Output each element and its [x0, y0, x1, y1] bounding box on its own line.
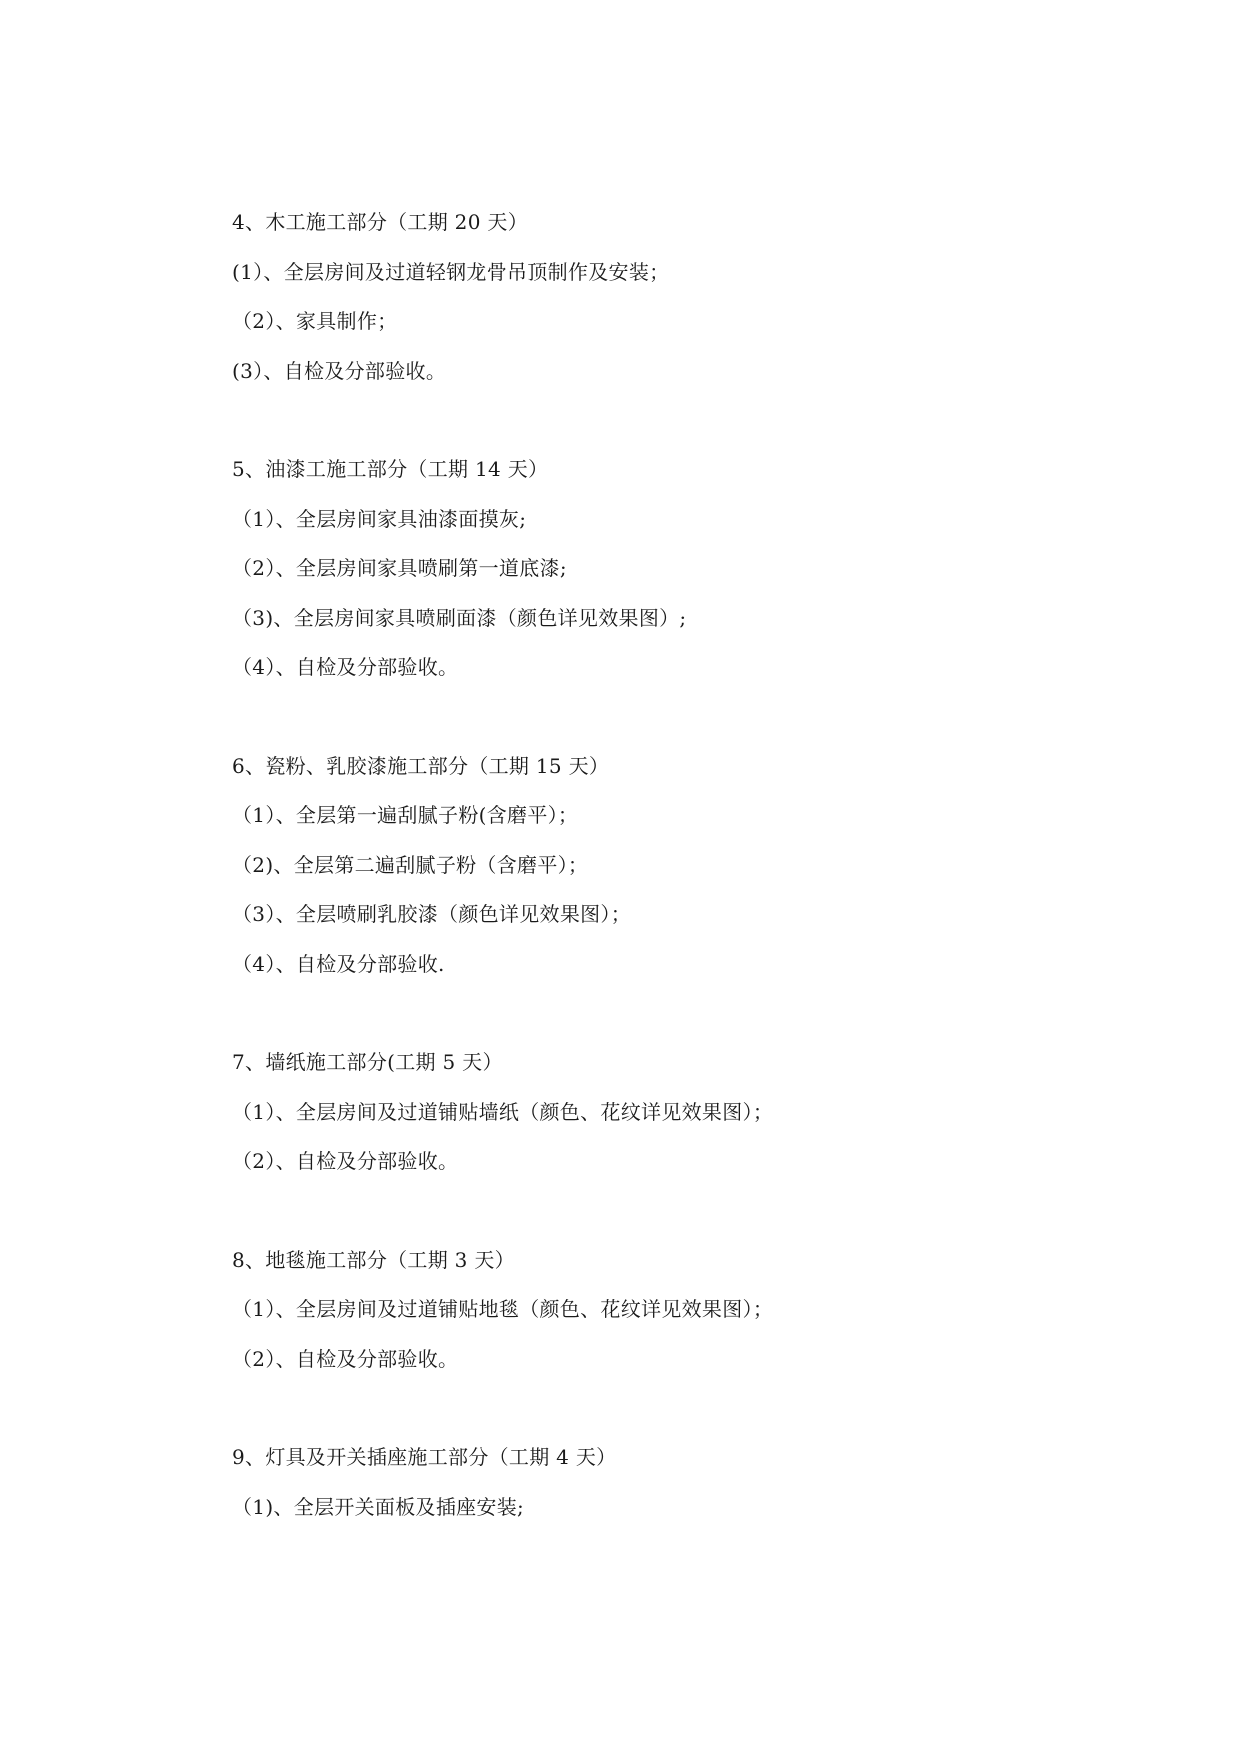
section-heading: 9、灯具及开关插座施工部分（工期 4 天）	[232, 1445, 617, 1469]
list-item: （3)、全层房间家具喷刷面漆（颜色详见效果图）;	[232, 605, 687, 630]
list-item: （4）、自检及分部验收。	[232, 655, 459, 679]
list-item: （1）、全层房间及过道铺贴地毯（颜色、花纹详见效果图）；	[232, 1297, 774, 1321]
section-lighting-switches	[232, 1433, 1132, 1532]
section-putty-latex	[232, 742, 1132, 990]
list-item: （1）、全层第一遍刮腻子粉(含磨平）；	[232, 803, 579, 827]
list-item: (1）、全层房间及过道轻钢龙骨吊顶制作及安装；	[232, 259, 670, 284]
section-heading: 7、墙纸施工部分(工期 5 天）	[232, 1050, 503, 1074]
list-item: （2）、自检及分部验收。	[232, 1149, 459, 1173]
list-item: （2）、全层房间家具喷刷第一道底漆;	[232, 556, 567, 580]
section-heading: 4、木工施工部分（工期 20 天）	[232, 210, 528, 234]
section-carpentry	[232, 198, 1132, 396]
document-body	[232, 198, 1132, 1532]
list-item: （4）、自检及分部验收.	[232, 951, 445, 976]
section-painting	[232, 445, 1132, 693]
section-wallpaper	[232, 1038, 1132, 1187]
section-carpet	[232, 1236, 1132, 1385]
list-item: （2)、全层第二遍刮腻子粉（含磨平）；	[232, 852, 589, 877]
list-item: （1）、全层房间及过道铺贴墙纸（颜色、花纹详见效果图）；	[232, 1099, 774, 1124]
list-item: （2）、自检及分部验收。	[232, 1346, 459, 1371]
list-item: （1)、全层开关面板及插座安装;	[232, 1494, 525, 1519]
list-item: （2）、家具制作；	[232, 309, 398, 333]
section-heading: 6、瓷粉、乳胶漆施工部分（工期 15 天）	[232, 753, 610, 778]
list-item: （3）、全层喷刷乳胶漆（颜色详见效果图）；	[232, 902, 632, 926]
section-heading: 5、油漆工施工部分（工期 14 天）	[232, 457, 549, 481]
list-item: （1）、全层房间家具油漆面摸灰;	[232, 506, 527, 531]
section-heading: 8、地毯施工部分（工期 3 天）	[232, 1247, 515, 1272]
list-item: (3）、自检及分部验收。	[232, 358, 447, 383]
